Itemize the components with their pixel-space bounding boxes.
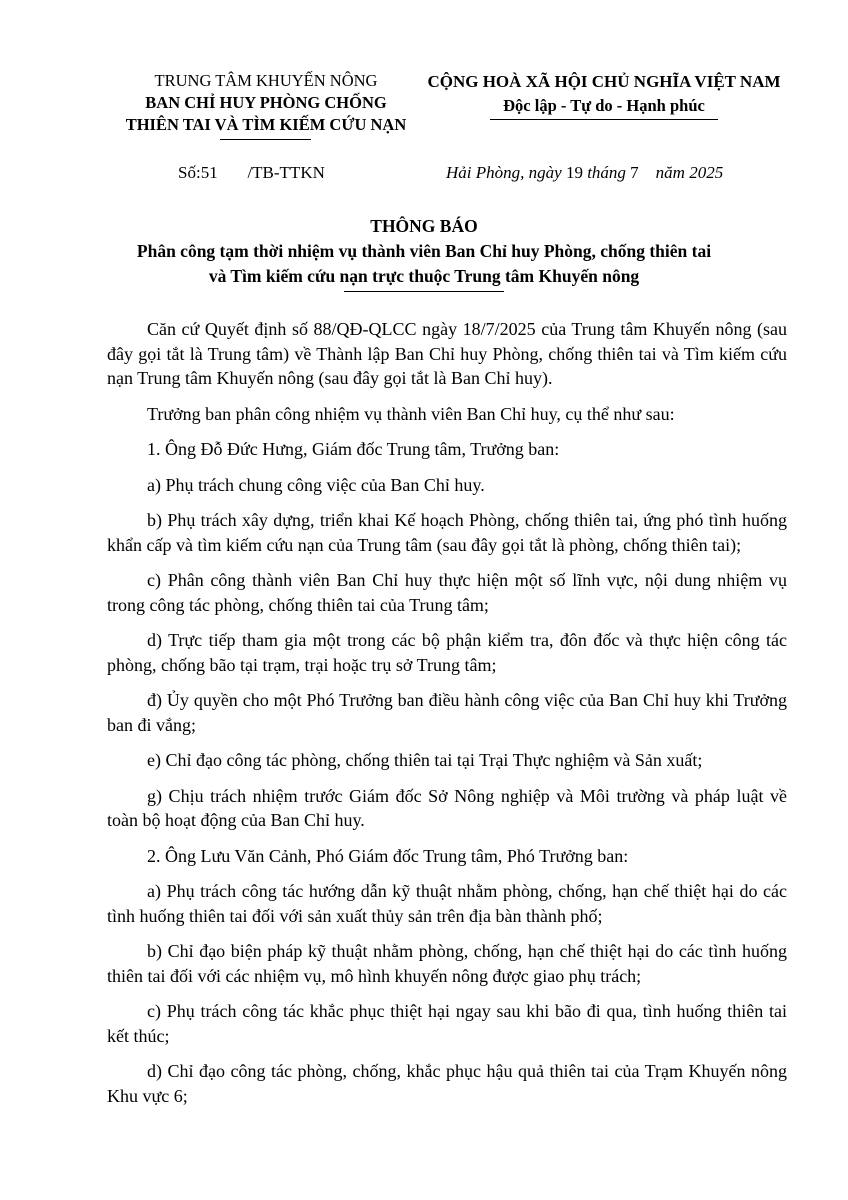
docno-prefix: Số: <box>178 163 201 182</box>
national-name: CỘNG HOÀ XÃ HỘI CHỦ NGHĨA VIỆT NAM <box>427 72 781 91</box>
notice-title-block <box>100 213 748 292</box>
paragraph: d) Chỉ đạo công tác phòng, chống, khắc phục hậu quả thiên tai của Trạm Khuyến nông Khu vực 6; <box>107 1061 787 1106</box>
paragraph: đ) Ủy quyền cho một Phó Trưởng ban điều hành công việc của Ban Chỉ huy khi Trưởng ban đi vắng; <box>107 690 787 735</box>
paragraph: a) Phụ trách công tác hướng dẫn kỹ thuật nhằm phòng, chống, hạn chế thiệt hại do các tình huống thiên tai đối với sản xuất thủy sản trên địa bàn thành phố; <box>107 881 787 926</box>
paragraph: d) Trực tiếp tham gia một trong các bộ phận kiểm tra, đôn đốc và thực hiện công tác phòng, chống bão tại trạm, trại hoặc trụ sở Trung tâm; <box>107 630 787 675</box>
org-name-line3: THIÊN TAI VÀ TÌM KIẾM CỨU NẠN <box>125 115 407 134</box>
paragraph: c) Phân công thành viên Ban Chỉ huy thực hiện một số lĩnh vực, nội dung nhiệm vụ trong công tác phòng, chống thiên tai của Trung tâm; <box>107 570 787 615</box>
paragraph: e) Chỉ đạo công tác phòng, chống thiên tai tại Trại Thực nghiệm và Sản xuất; <box>147 750 703 770</box>
issuing-org-block <box>106 70 426 136</box>
place-day-label: Hải Phòng, ngày <box>446 163 566 182</box>
paragraph: Căn cứ Quyết định số 88/QĐ-QLCC ngày 18/7/2025 của Trung tâm Khuyến nông (sau đây gọi tắt là Trung tâm) về Thành lập Ban Chỉ huy Phòng, chống thiên tai và Tìm kiếm cứu nạn Trung tâm Khuyến nông (sau đây gọi tắt là Ban Chỉ huy). <box>107 319 787 388</box>
notice-subtitle-line1: Phân công tạm thời nhiệm vụ thành viên Ban Chỉ huy Phòng, chống thiên tai <box>136 241 712 261</box>
notice-title: THÔNG BÁO <box>370 216 478 236</box>
national-heading-block <box>424 70 784 118</box>
notice-body <box>107 317 787 1119</box>
paragraph: c) Phụ trách công tác khắc phục thiệt hại ngay sau khi bão đi qua, tình huống thiên tai kết thúc; <box>107 1001 787 1046</box>
paragraph: 2. Ông Lưu Văn Cảnh, Phó Giám đốc Trung tâm, Phó Trưởng ban: <box>147 845 629 866</box>
title-underline <box>344 291 504 292</box>
month-label: tháng <box>582 163 631 182</box>
notice-subtitle-line2: và Tìm kiếm cứu nạn trực thuộc Trung tâm Khuyến nông <box>208 266 640 286</box>
docno-suffix: /TB-TTKN <box>247 163 325 182</box>
national-motto: Độc lập - Tự do - Hạnh phúc <box>503 96 705 115</box>
date-month: 7 <box>630 163 639 182</box>
date-gap <box>639 163 656 182</box>
docno-number: 51 <box>200 163 218 182</box>
paragraph: g) Chịu trách nhiệm trước Giám đốc Sở Nông nghiệp và Môi trường và pháp luật về toàn bộ hoạt động của Ban Chỉ huy. <box>107 785 787 830</box>
paragraph: b) Phụ trách xây dựng, triển khai Kế hoạch Phòng, chống thiên tai, ứng phó tình huống khẩn cấp và tìm kiếm cứu nạn của Trung tâm (sau đây gọi tắt là phòng, chống thiên tai); <box>107 510 787 555</box>
paragraph: a) Phụ trách chung công việc của Ban Chỉ huy. <box>147 474 485 495</box>
year-label: năm 2025 <box>655 163 724 182</box>
org-name-line2: BAN CHỈ HUY PHÒNG CHỐNG <box>145 93 387 112</box>
paragraph: b) Chỉ đạo biện pháp kỹ thuật nhằm phòng, chống, hạn chế thiệt hại do các tình huống thiên tai đối với các nhiệm vụ, mô hình khuyến nông được giao phụ trách; <box>107 941 787 986</box>
date-day: 19 <box>565 163 583 182</box>
paragraph: 1. Ông Đỗ Đức Hưng, Giám đốc Trung tâm, Trưởng ban: <box>147 439 560 459</box>
org-underline <box>220 139 311 140</box>
paragraph: Trưởng ban phân công nhiệm vụ thành viên Ban Chỉ huy, cụ thể như sau: <box>147 403 675 424</box>
docno-gap <box>218 163 248 182</box>
place-date <box>446 163 723 183</box>
motto-underline <box>490 119 718 120</box>
document-number <box>178 163 325 183</box>
org-name-line1: TRUNG TÂM KHUYẾN NÔNG <box>154 71 378 90</box>
